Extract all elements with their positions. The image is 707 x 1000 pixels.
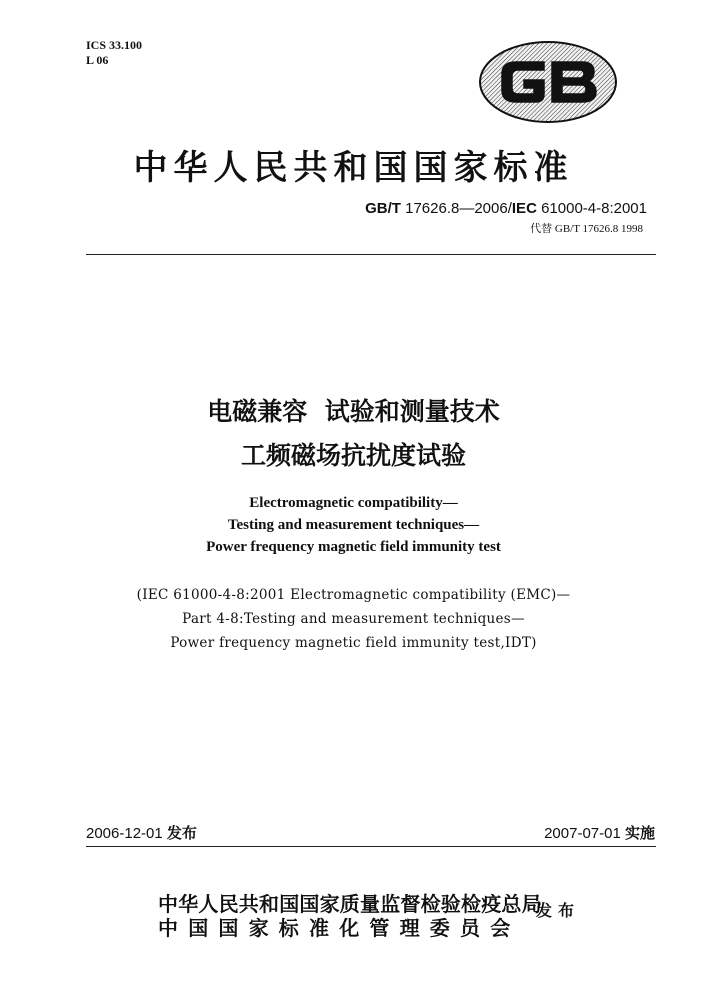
publisher-line2: 中国国家标准化管理委员会 (158, 916, 521, 940)
replaces-standard: 代替 GB/T 17626.8 1998 (530, 223, 643, 235)
implementation-date-value: 2007-07-01 (544, 825, 621, 842)
standard-number-iec: IEC (511, 200, 537, 217)
english-title-line3: Power frequency magnetic field immunity test (206, 539, 501, 555)
standard-number (365, 200, 647, 217)
iec-reference-line3: Power frequency magnetic field immunity test,IDT) (170, 635, 537, 651)
standard-number-body: 17626.8—2006/ (400, 200, 512, 217)
issue-label: 发布 (166, 824, 197, 842)
chinese-title-line1: 电磁兼容 试验和测量技术 (207, 397, 500, 426)
publish-label: 发布 (536, 901, 581, 920)
english-title-line1: Electromagnetic compatibility— (249, 495, 458, 511)
classification-codes (86, 38, 142, 68)
publisher-line1: 中华人民共和国国家质量监督检验检疫总局 (158, 892, 542, 916)
english-title-line2: Testing and measurement techniques— (227, 517, 480, 533)
document-type-title: 中华人民共和国国家标准 (133, 148, 574, 188)
gb-logo (478, 40, 618, 124)
iec-reference-line1: (IEC 61000-4-8:2001 Electromagnetic compatibility (EMC)— (136, 587, 571, 603)
ccs-code: L 06 (86, 53, 109, 67)
issue-date-value: 2006-12-01 (86, 825, 163, 842)
iec-reference-line2: Part 4-8:Testing and measurement techniques— (182, 611, 525, 627)
top-divider (86, 254, 656, 255)
ics-code: ICS 33.100 (86, 38, 143, 52)
implementation-date (544, 822, 655, 843)
implementation-label: 实施 (624, 824, 655, 842)
bottom-divider (86, 846, 656, 847)
chinese-title-line2: 工频磁场抗扰度试验 (240, 441, 466, 470)
standard-number-iec-body: 61000-4-8:2001 (536, 200, 647, 217)
standard-number-prefix: GB/T (365, 200, 401, 217)
issue-date (86, 822, 197, 843)
